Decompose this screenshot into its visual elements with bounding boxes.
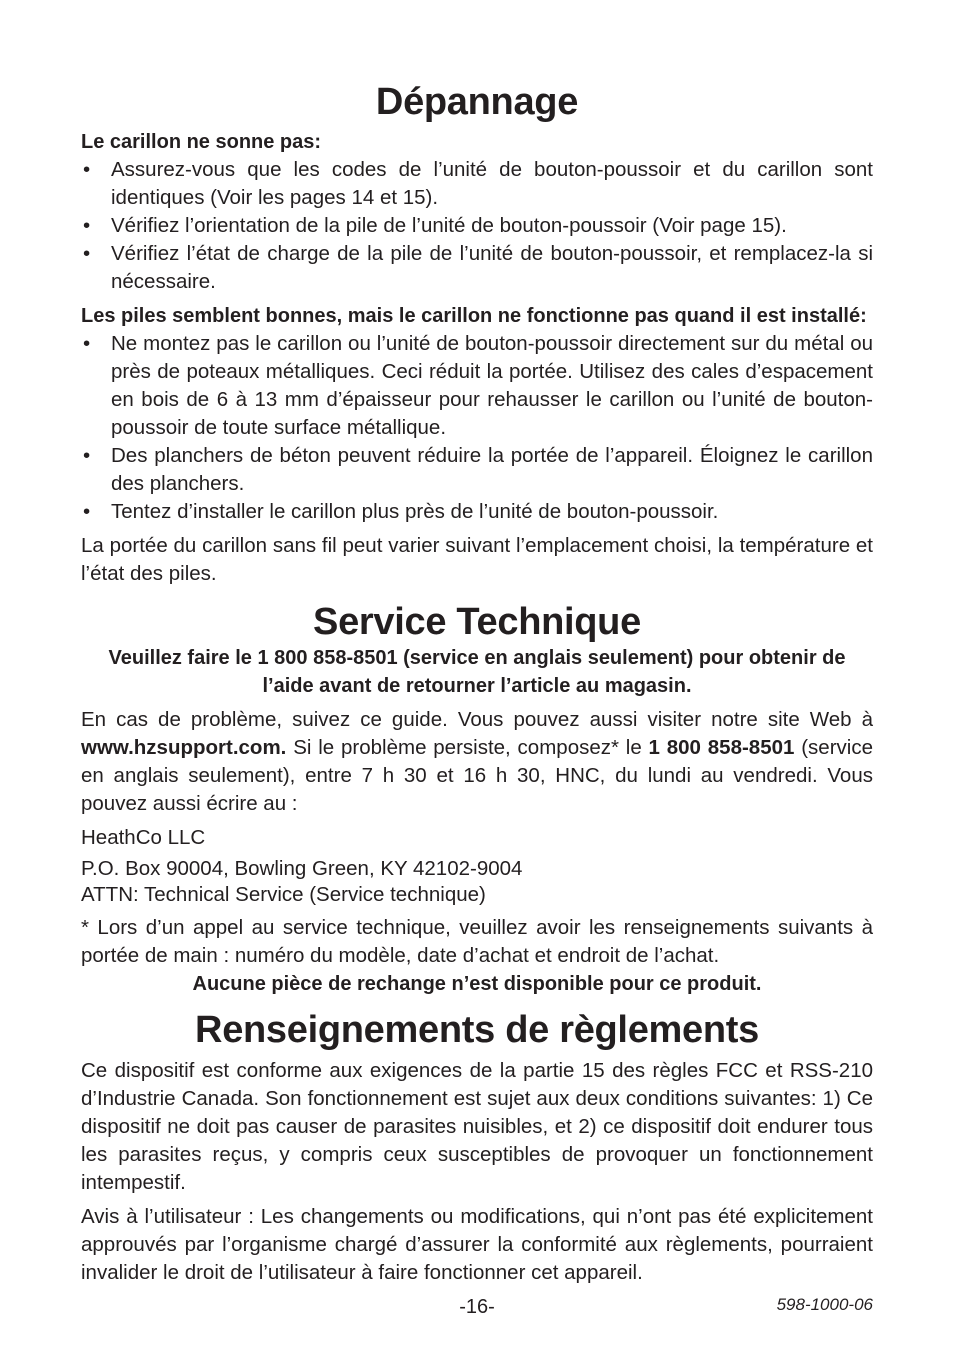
- document-code: 598-1000-06: [776, 1295, 873, 1314]
- list-item: • Ne montez pas le carillon ou l’unité de bouton-poussoir directement sur du métal ou près de poteaux métalliques. Ceci réduit la portée. Utilisez des cales d’espacement en bois de 6 à 13 mm d’épaisseur pour rehausser le carillon ou l’unité de bouton-poussoir de toute surface métallique.: [83, 331, 873, 439]
- section-title-regulations: Renseignements de règlements: [195, 1008, 759, 1051]
- service-notice: Veuillez faire le 1 800 858-8501 (service en anglais seulement) pour obtenir de l’aide avant de retourner l’article au magasin.: [108, 646, 846, 697]
- phone-number: 1 800 858-8501: [648, 735, 795, 759]
- list-item: • Tentez d’installer le carillon plus près de l’unité de bouton-poussoir.: [81, 498, 873, 526]
- bullet-icon: •: [83, 499, 91, 523]
- bullet-icon: •: [83, 241, 91, 265]
- bullet-icon: •: [83, 331, 91, 355]
- bullet-list-no-ring: [81, 156, 873, 296]
- subheading-batteries-ok: Les piles semblent bonnes, mais le carillon ne fonctionne pas quand il est installé:: [81, 304, 867, 327]
- company-name: HeathCo LLC: [81, 825, 206, 849]
- no-parts-notice: Aucune pièce de rechange n’est disponible pour ce produit.: [192, 972, 762, 995]
- section-title-service: Service Technique: [313, 600, 641, 643]
- address-line-1: P.O. Box 90004, Bowling Green, KY 42102-9004: [81, 856, 523, 880]
- regulations-paragraph-1: Ce dispositif est conforme aux exigences de la partie 15 des règles FCC et RSS-210 d’Industrie Canada. Son fonctionnement est sujet aux deux conditions suivantes: 1) Ce dispositif ne doit pas causer de parasites nuisibles, et 2) ce dispositif doit endurer tous les parasites reçus, y compris ceux susceptibles de provoquer un fonctionnement intempestif.: [81, 1059, 873, 1195]
- bullet-icon: •: [83, 157, 91, 181]
- section-title-depannage: Dépannage: [375, 81, 579, 123]
- list-item: • Vérifiez l’orientation de la pile de l’unité de bouton-poussoir (Voir page 15).: [81, 212, 873, 240]
- service-footnote: * Lors d’un appel au service technique, veuillez avoir les renseignements suivants à portée de main : numéro du modèle, date d’achat et endroit de l’achat.: [81, 915, 873, 967]
- bullet-list-batteries-ok: [81, 330, 873, 526]
- subheading-no-ring: Le carillon ne sonne pas:: [81, 130, 322, 153]
- bullet-icon: •: [83, 443, 91, 467]
- regulations-paragraph-2: Avis à l’utilisateur : Les changements ou modifications, qui n’ont pas été explicitement approuvés par l’organisme chargé d’assurer la conformité aux règlements, pourraient invalider le droit de l’utilisateur à faire fonctionner cet appareil.: [81, 1205, 873, 1285]
- list-item: • Des planchers de béton peuvent réduire la portée de l’appareil. Éloignez le carillon des planchers.: [83, 443, 873, 495]
- list-item: • Assurez-vous que les codes de l’unité de bouton-poussoir et du carillon sont identiques (Voir les pages 14 et 15).: [83, 157, 873, 209]
- range-note: La portée du carillon sans fil peut varier suivant l’emplacement choisi, la température et l’état des piles.: [81, 533, 873, 585]
- page-footer: [81, 1293, 873, 1321]
- website-link[interactable]: www.hzsupport.com.: [81, 735, 287, 759]
- address-line-2: ATTN: Technical Service (Service technique): [81, 882, 486, 906]
- bullet-icon: •: [83, 213, 91, 237]
- service-paragraph: En cas de problème, suivez ce guide. Vous pouvez aussi visiter notre site Web à www.hzsupport.com. Si le problème persiste, composez* le 1 800 858-8501 (service en anglais seulement), entre 7 h 30 et 16 h 30, HNC, du lundi au vendredi. Vous pouvez aussi écrire au :: [81, 707, 873, 815]
- page-number: -16-: [459, 1296, 495, 1318]
- list-item: • Vérifiez l’état de charge de la pile de l’unité de bouton-poussoir, et remplacez-la si nécessaire.: [83, 241, 873, 293]
- page-content: [81, 82, 873, 1287]
